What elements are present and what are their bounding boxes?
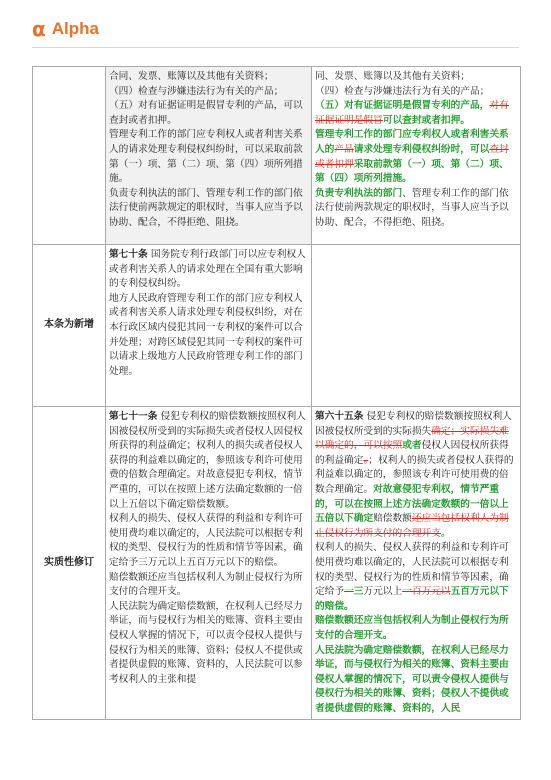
new-paragraph — [315, 541, 517, 614]
old-paragraph: 合同、发票、账簿以及其他有关资料； — [109, 71, 274, 82]
unchanged-text: 。 — [440, 527, 451, 539]
old-paragraph — [109, 248, 308, 292]
added-text: （五）对有证据证明是假冒专利的产品， — [315, 100, 490, 112]
unchanged-text: 权利人的损失、侵权人获得的利益和专利许可使用费均难以确定的，人民法院可以根据专利权的类型、侵权行为的性质和情节等因素，确定给予 — [315, 542, 509, 598]
added-text: 请求处理专利侵权纠纷时，可以 — [353, 143, 490, 155]
row-label: 实质性修订 — [33, 407, 106, 720]
row-label: 本条为新增 — [33, 245, 106, 407]
new-text-cell — [312, 245, 521, 407]
old-text-cell — [106, 67, 312, 245]
unchanged-text: 侵犯专利权的赔偿数额按照权利人因被侵权所受到的实际损失 — [315, 411, 512, 437]
table-row — [33, 67, 521, 245]
unchanged-text: 、管理专利工作的部门依法行使前两款规定的职权时，当事人应当予以协助、配合，不得拒绝、阻挠。 — [315, 187, 509, 228]
added-text: 对故意侵犯专利权，情节严重的，可以在按照上述方法确定数额的一倍以上五倍以下确定 — [315, 483, 509, 525]
deleted-text: 产品 — [334, 143, 354, 155]
new-text-cell — [312, 407, 521, 720]
table-row — [33, 245, 521, 407]
new-paragraph — [315, 410, 517, 541]
old-paragraph: 权利人的损失、侵权人获得的利益和专利许可使用费均难以确定的，人民法院可以根据专利权的类型、侵权行为的性质和情节等因素，确定给予三万元以上五百万元以下的赔偿。 — [109, 513, 303, 568]
deleted-text: 一百万元以 — [402, 586, 451, 598]
added-text: 采取前款第（一）项、第（二）项、第（四）项所列措施。 — [315, 158, 509, 185]
table-row — [33, 407, 521, 720]
unchanged-text: 侵权人因侵权所获得的利益确定 — [315, 440, 509, 466]
alpha-logo-icon: α — [32, 17, 46, 41]
new-paragraph — [315, 644, 517, 717]
unchanged-text: （四）检查与涉嫌违法行为有关的产品； — [315, 85, 490, 97]
header-divider — [32, 47, 519, 48]
deleted-text: 还应当包括权利人为制止侵权行为所支付的合理开支 — [315, 513, 509, 539]
brand-header — [32, 18, 99, 40]
deleted-text: 。 — [363, 454, 369, 466]
new-paragraph — [315, 70, 517, 85]
new-paragraph — [315, 128, 517, 186]
deleted-text: 一 — [344, 586, 354, 598]
new-paragraph — [315, 614, 517, 643]
old-paragraph-text: 侵犯专利权的赔偿数额按照权利人因被侵权所受到的实际损失或者侵权人因侵权所获得的利益确定；权利人的损失或者侵权人获得的利益难以确定的，参照该专利许可使用费的倍数合理确定。对故意侵犯专利权，情节严重的，可以在按照上述方法确定数额的一倍以上五倍以下确定赔偿数额。 — [109, 411, 306, 510]
unchanged-text: 万元以上 — [363, 586, 403, 598]
added-text: 或者 — [402, 440, 422, 452]
old-paragraph: （五）对有证据证明是假冒专利的产品，可以查封或者扣押。 — [109, 100, 303, 126]
added-text: 人民法院为确定赔偿数额，在权利人已经尽力举证，而与侵权行为相关的账簿、资料主要由侵权人掌握的情况下，可以责令侵权人提供与侵权行为相关的账簿、资料；侵权人不提供或者提供虚假的账簿、资料的，人民 — [315, 644, 509, 714]
article-number: 第七十一条 — [109, 411, 158, 422]
new-text-cell — [312, 67, 521, 245]
old-text-cell — [106, 407, 312, 720]
unchanged-text: 同、发票、账簿以及其他有关资料； — [315, 71, 470, 82]
row-label — [33, 67, 106, 245]
old-paragraph: 地方人民政府管理专利工作的部门应专利权人或者利害关系人请求处理专利侵权纠纷，对在本行政区域内侵犯其同一专利权的案件可以合并处理；对跨区域侵犯其同一专利权的案件可以请求上级地方人民政府管理专利工作的部门处理。 — [109, 292, 303, 377]
old-paragraph: 管理专利工作的部门应专利权人或者利害关系人的请求处理专利侵权纠纷时，可以采取前款第（一）项、第（二）项、第（四）项所列措施。 — [109, 129, 303, 185]
old-paragraph — [109, 410, 308, 512]
article-number: 第六十五条 — [315, 411, 364, 422]
article-number: 第七十条 — [109, 249, 148, 260]
unchanged-text: 赔偿数额 — [373, 513, 412, 525]
deleted-text: 确定；实际损失难以确定的，可以按照 — [315, 425, 509, 452]
new-paragraph — [315, 187, 517, 231]
added-text: 五百万元以下的赔偿。 — [315, 586, 509, 612]
added-text: 三 — [353, 586, 364, 598]
unchanged-text: ；权利人的损失或者侵权人获得的利益难以确定的，参照该专利许可使用费的倍数合理确定。 — [315, 454, 514, 495]
deleted-text: 查封或者扣押 — [315, 143, 509, 170]
deleted-text: 对有证据证明是假冒 — [315, 100, 509, 126]
old-paragraph: 负责专利执法的部门、管理专利工作的部门依法行使前两款规定的职权时，当事人应当予以协助、配合，不得拒绝、阻挠。 — [109, 187, 303, 228]
added-text: 赔偿数额还应当包括权利人为制止侵权行为所支付的合理开支。 — [315, 615, 509, 641]
added-text: 管理专利工作的部门应专利权人或者利害关系人的 — [315, 129, 509, 155]
old-text-cell — [106, 245, 312, 407]
brand-name: Alpha — [51, 19, 99, 38]
old-paragraph-text: 国务院专利行政部门可以应专利权人或者利害关系人的请求处理在全国有重大影响的专利侵权纠纷。 — [109, 249, 306, 290]
new-paragraph — [315, 99, 517, 128]
added-text: 负责专利执法的部门 — [315, 187, 403, 199]
old-paragraph: 赔偿数额还应当包括权利人为制止侵权行为所支付的合理开支。 — [109, 571, 303, 598]
comparison-table — [32, 66, 521, 720]
old-paragraph: （四）检查与涉嫌违法行为有关的产品； — [109, 85, 284, 97]
new-paragraph — [315, 85, 517, 100]
added-text: 可以查封或者扣押。 — [382, 114, 470, 126]
old-paragraph: 人民法院为确定赔偿数额，在权利人已经尽力举证，而与侵权行为相关的账簿、资料主要由侵权人掌握的情况下，可以责令侵权人提供与侵权行为相关的账簿、资料；侵权人不提供或者提供虚假的账簿、资料的，人民法院可以参考权利人的主张和提 — [109, 600, 303, 685]
new-paragraph-rich — [315, 411, 514, 539]
